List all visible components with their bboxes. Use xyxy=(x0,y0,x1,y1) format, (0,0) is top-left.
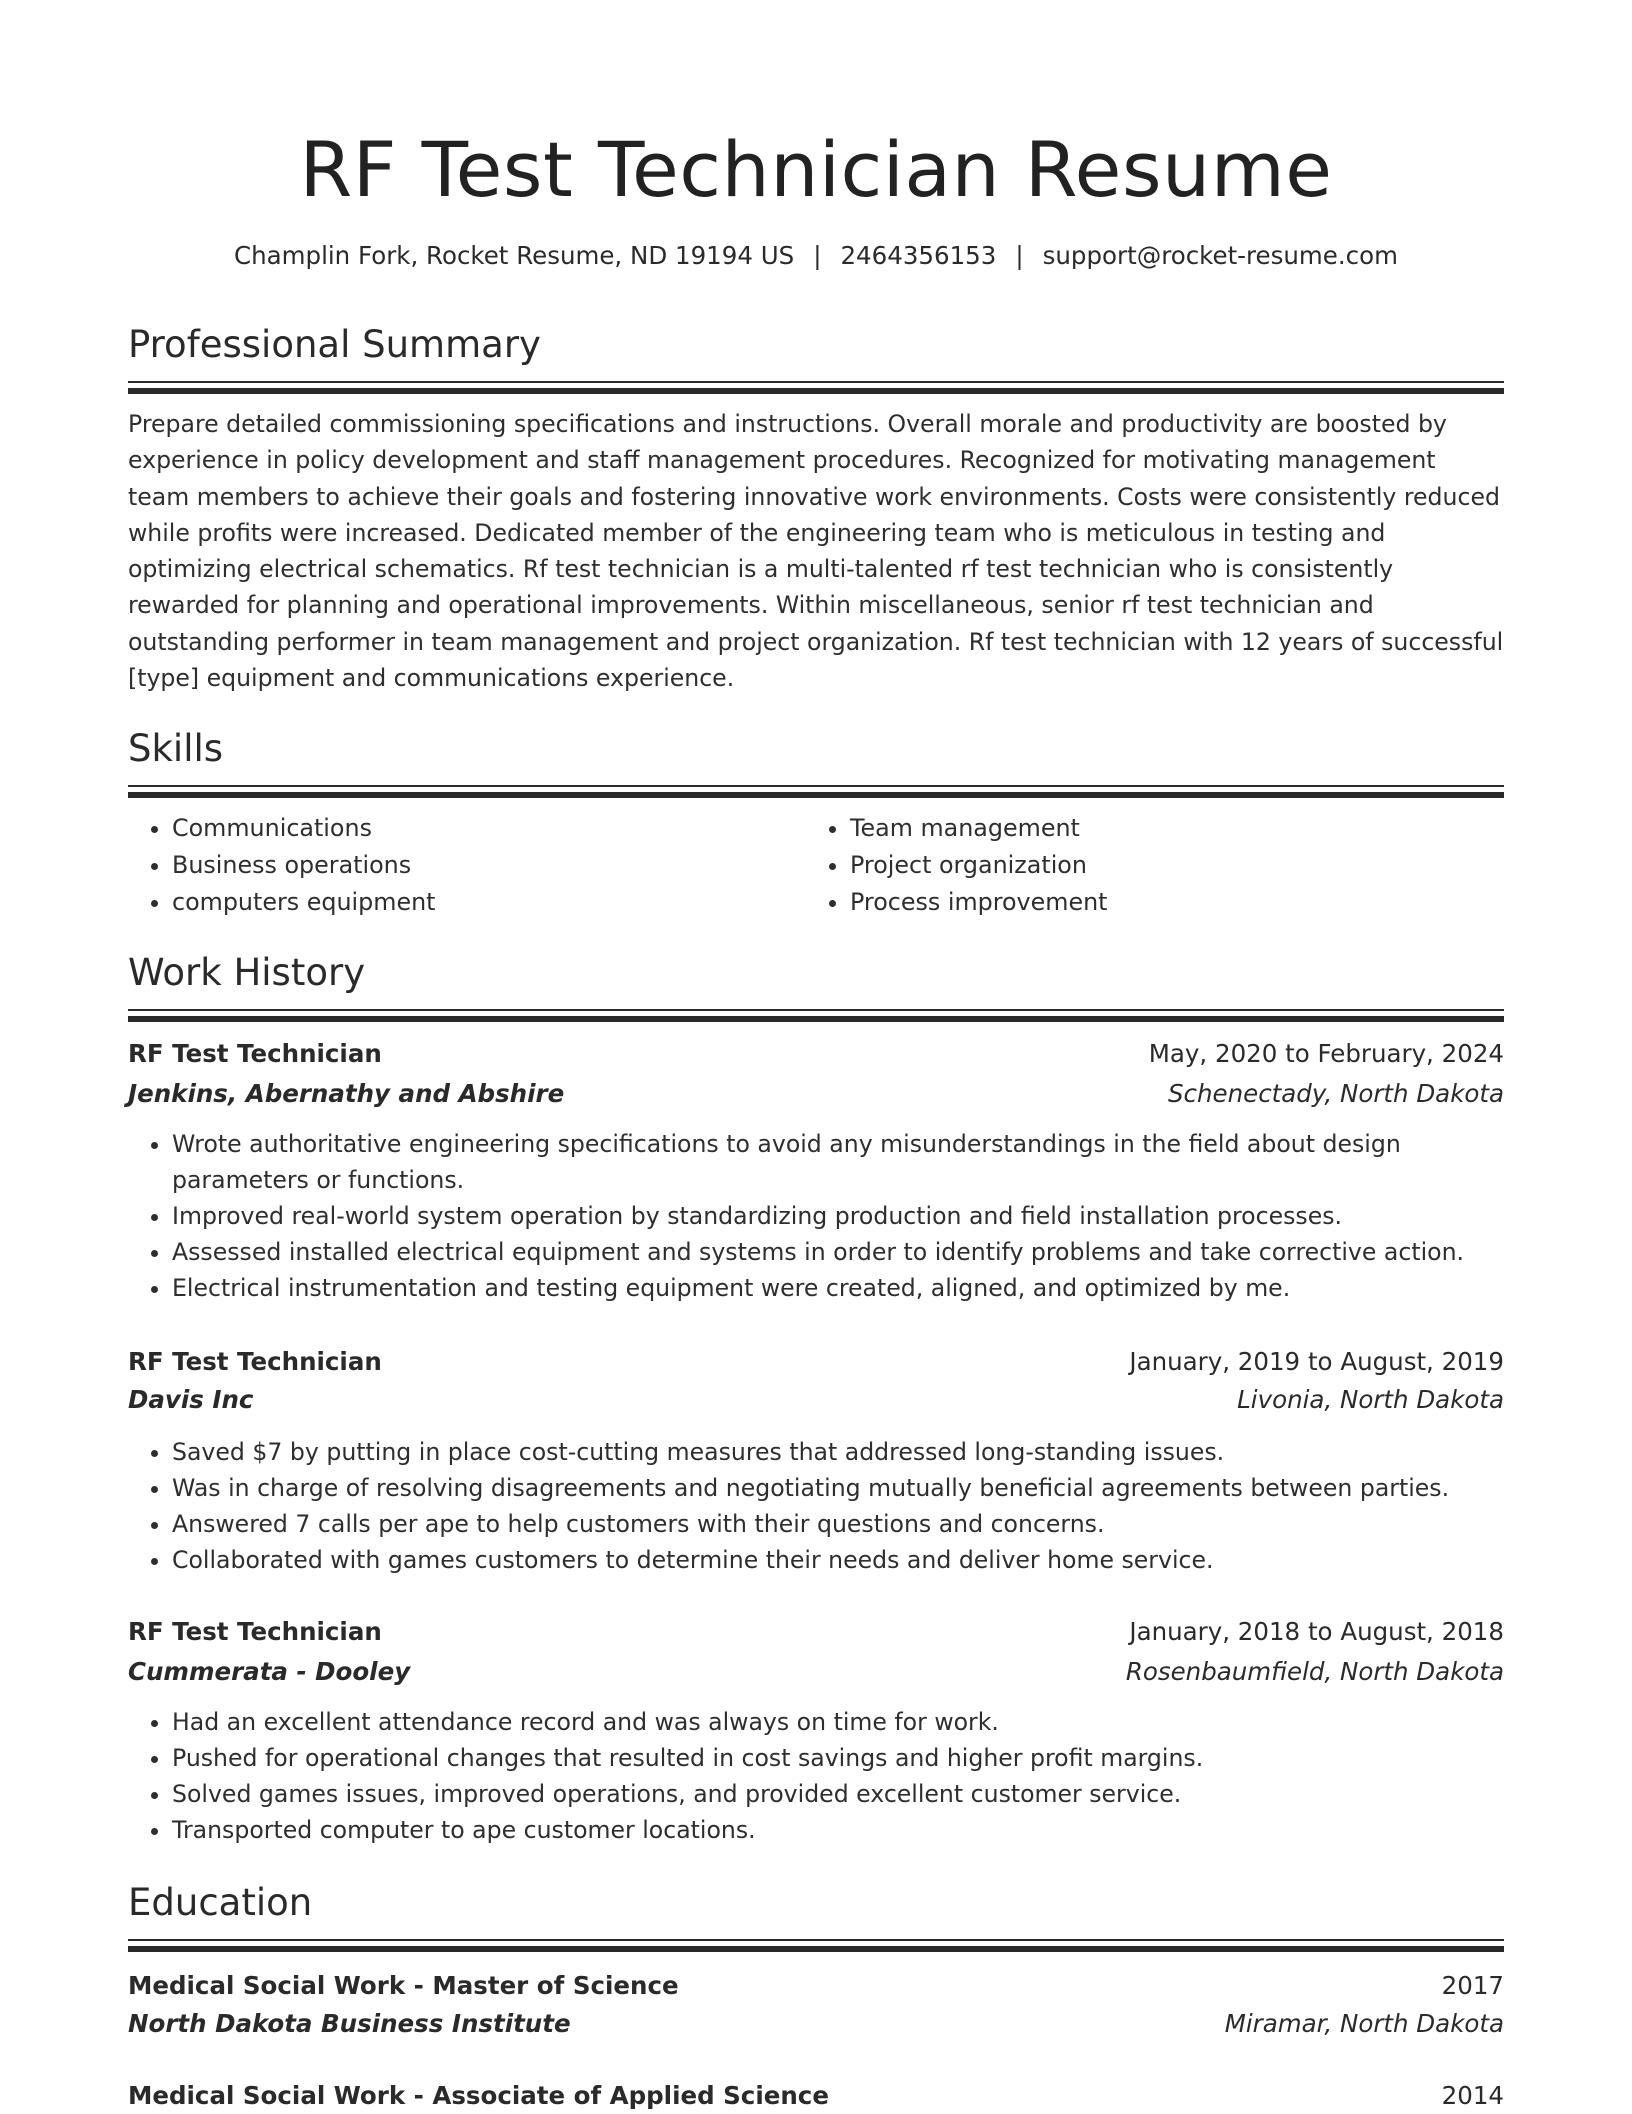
work-section xyxy=(128,948,1504,1022)
education-heading: Education xyxy=(128,1881,313,1924)
job-title: RF Test Technician xyxy=(128,1347,382,1376)
job-company: Cummerata - Dooley xyxy=(128,1657,411,1686)
section-divider xyxy=(128,785,1504,798)
education-section xyxy=(128,1878,1504,1952)
job-dates: May, 2020 to February, 2024 xyxy=(1148,1039,1504,1068)
contact-email: support@rocket-resume.com xyxy=(1042,241,1398,270)
education-entry xyxy=(128,1968,1504,2042)
job-bullet: • Answered 7 calls per ape to help customers with their questions and concerns. xyxy=(172,1506,1504,1542)
skills-list-right xyxy=(806,810,1484,920)
job-company: Davis Inc xyxy=(128,1385,254,1414)
job-location: Livonia, North Dakota xyxy=(1237,1385,1504,1414)
contact-address: Champlin Fork, Rocket Resume, ND 19194 US xyxy=(234,241,795,270)
job-bullet: • Was in charge of resolving disagreements and negotiating mutually beneficial agreements between parties. xyxy=(172,1470,1504,1506)
contact-separator: | xyxy=(813,241,822,270)
job-title: RF Test Technician xyxy=(128,1039,382,1068)
job-bullets xyxy=(128,1704,1504,1848)
section-divider xyxy=(128,1009,1504,1022)
contact-line xyxy=(128,238,1504,274)
skill-item: • Project organization xyxy=(850,847,1484,884)
education-year: 2017 xyxy=(1441,1971,1504,2000)
job-bullet: • Wrote authoritative engineering specifications to avoid any misunderstandings in the field about design parameters or functions. xyxy=(172,1126,1504,1198)
job-bullet: • Electrical instrumentation and testing equipment were created, aligned, and optimized by me. xyxy=(172,1270,1504,1306)
skills-section xyxy=(128,724,1504,920)
skill-item: • Communications xyxy=(172,810,806,847)
education-degree: Medical Social Work - Associate of Applied Science xyxy=(128,2081,829,2110)
job-bullets xyxy=(128,1434,1504,1578)
job-location: Schenectady, North Dakota xyxy=(1167,1079,1504,1108)
job-bullet: • Assessed installed electrical equipment and systems in order to identify problems and take corrective action. xyxy=(172,1234,1504,1270)
education-entry xyxy=(128,2078,1504,2114)
skill-item: • computers equipment xyxy=(172,884,806,921)
job-bullet: • Pushed for operational changes that resulted in cost savings and higher profit margins. xyxy=(172,1740,1504,1776)
resume-title: RF Test Technician Resume xyxy=(299,125,1333,214)
job-entry xyxy=(128,1614,1504,1848)
job-bullet: • Transported computer to ape customer locations. xyxy=(172,1812,1504,1848)
job-dates: January, 2019 to August, 2019 xyxy=(1129,1347,1504,1376)
work-heading: Work History xyxy=(128,951,366,994)
section-divider xyxy=(128,381,1504,394)
section-divider xyxy=(128,1939,1504,1952)
education-degree: Medical Social Work - Master of Science xyxy=(128,1971,679,2000)
job-bullet: • Collaborated with games customers to determine their needs and deliver home service. xyxy=(172,1542,1504,1578)
skills-list-left xyxy=(128,810,806,920)
skill-item: • Business operations xyxy=(172,847,806,884)
job-entry xyxy=(128,1344,1504,1578)
skills-heading: Skills xyxy=(128,727,224,770)
job-bullets xyxy=(128,1126,1504,1306)
job-entry xyxy=(128,1036,1504,1306)
skill-item: • Team management xyxy=(850,810,1484,847)
job-bullet: • Solved games issues, improved operations, and provided excellent customer service. xyxy=(172,1776,1504,1812)
job-bullet: • Had an excellent attendance record and was always on time for work. xyxy=(172,1704,1504,1740)
skill-item: • Process improvement xyxy=(850,884,1484,921)
summary-heading: Professional Summary xyxy=(128,323,541,366)
skills-columns xyxy=(128,810,1504,920)
summary-text: Prepare detailed commissioning specifications and instructions. Overall morale and productivity are boosted by experience in policy development and staff management procedures. Recognized for motivating management team members to achieve their goals and fostering innovative work environments. Costs were consistently reduced while profits were increased. Dedicated member of the engineering team who is meticulous in testing and optimizing electrical schematics. Rf test technician is a multi-talented rf test technician who is consistently rewarded for planning and operational improvements. Within miscellaneous, senior rf test technician and outstanding performer in team management and project organization. Rf test technician with 12 years of successful [type] equipment and communications experience. xyxy=(128,410,1504,693)
job-dates: January, 2018 to August, 2018 xyxy=(1129,1617,1504,1646)
job-title: RF Test Technician xyxy=(128,1617,382,1646)
job-bullet: • Improved real-world system operation by standardizing production and field installation processes. xyxy=(172,1198,1504,1234)
education-school: North Dakota Business Institute xyxy=(128,2009,571,2038)
education-year: 2014 xyxy=(1441,2081,1504,2110)
summary-section xyxy=(128,320,1504,696)
education-location: Miramar, North Dakota xyxy=(1224,2009,1504,2038)
job-location: Rosenbaumfield, North Dakota xyxy=(1125,1657,1504,1686)
contact-separator: | xyxy=(1015,241,1024,270)
job-company: Jenkins, Abernathy and Abshire xyxy=(128,1079,565,1108)
contact-phone: 2464356153 xyxy=(840,241,997,270)
job-bullet: • Saved $7 by putting in place cost-cutting measures that addressed long-standing issues. xyxy=(172,1434,1504,1470)
